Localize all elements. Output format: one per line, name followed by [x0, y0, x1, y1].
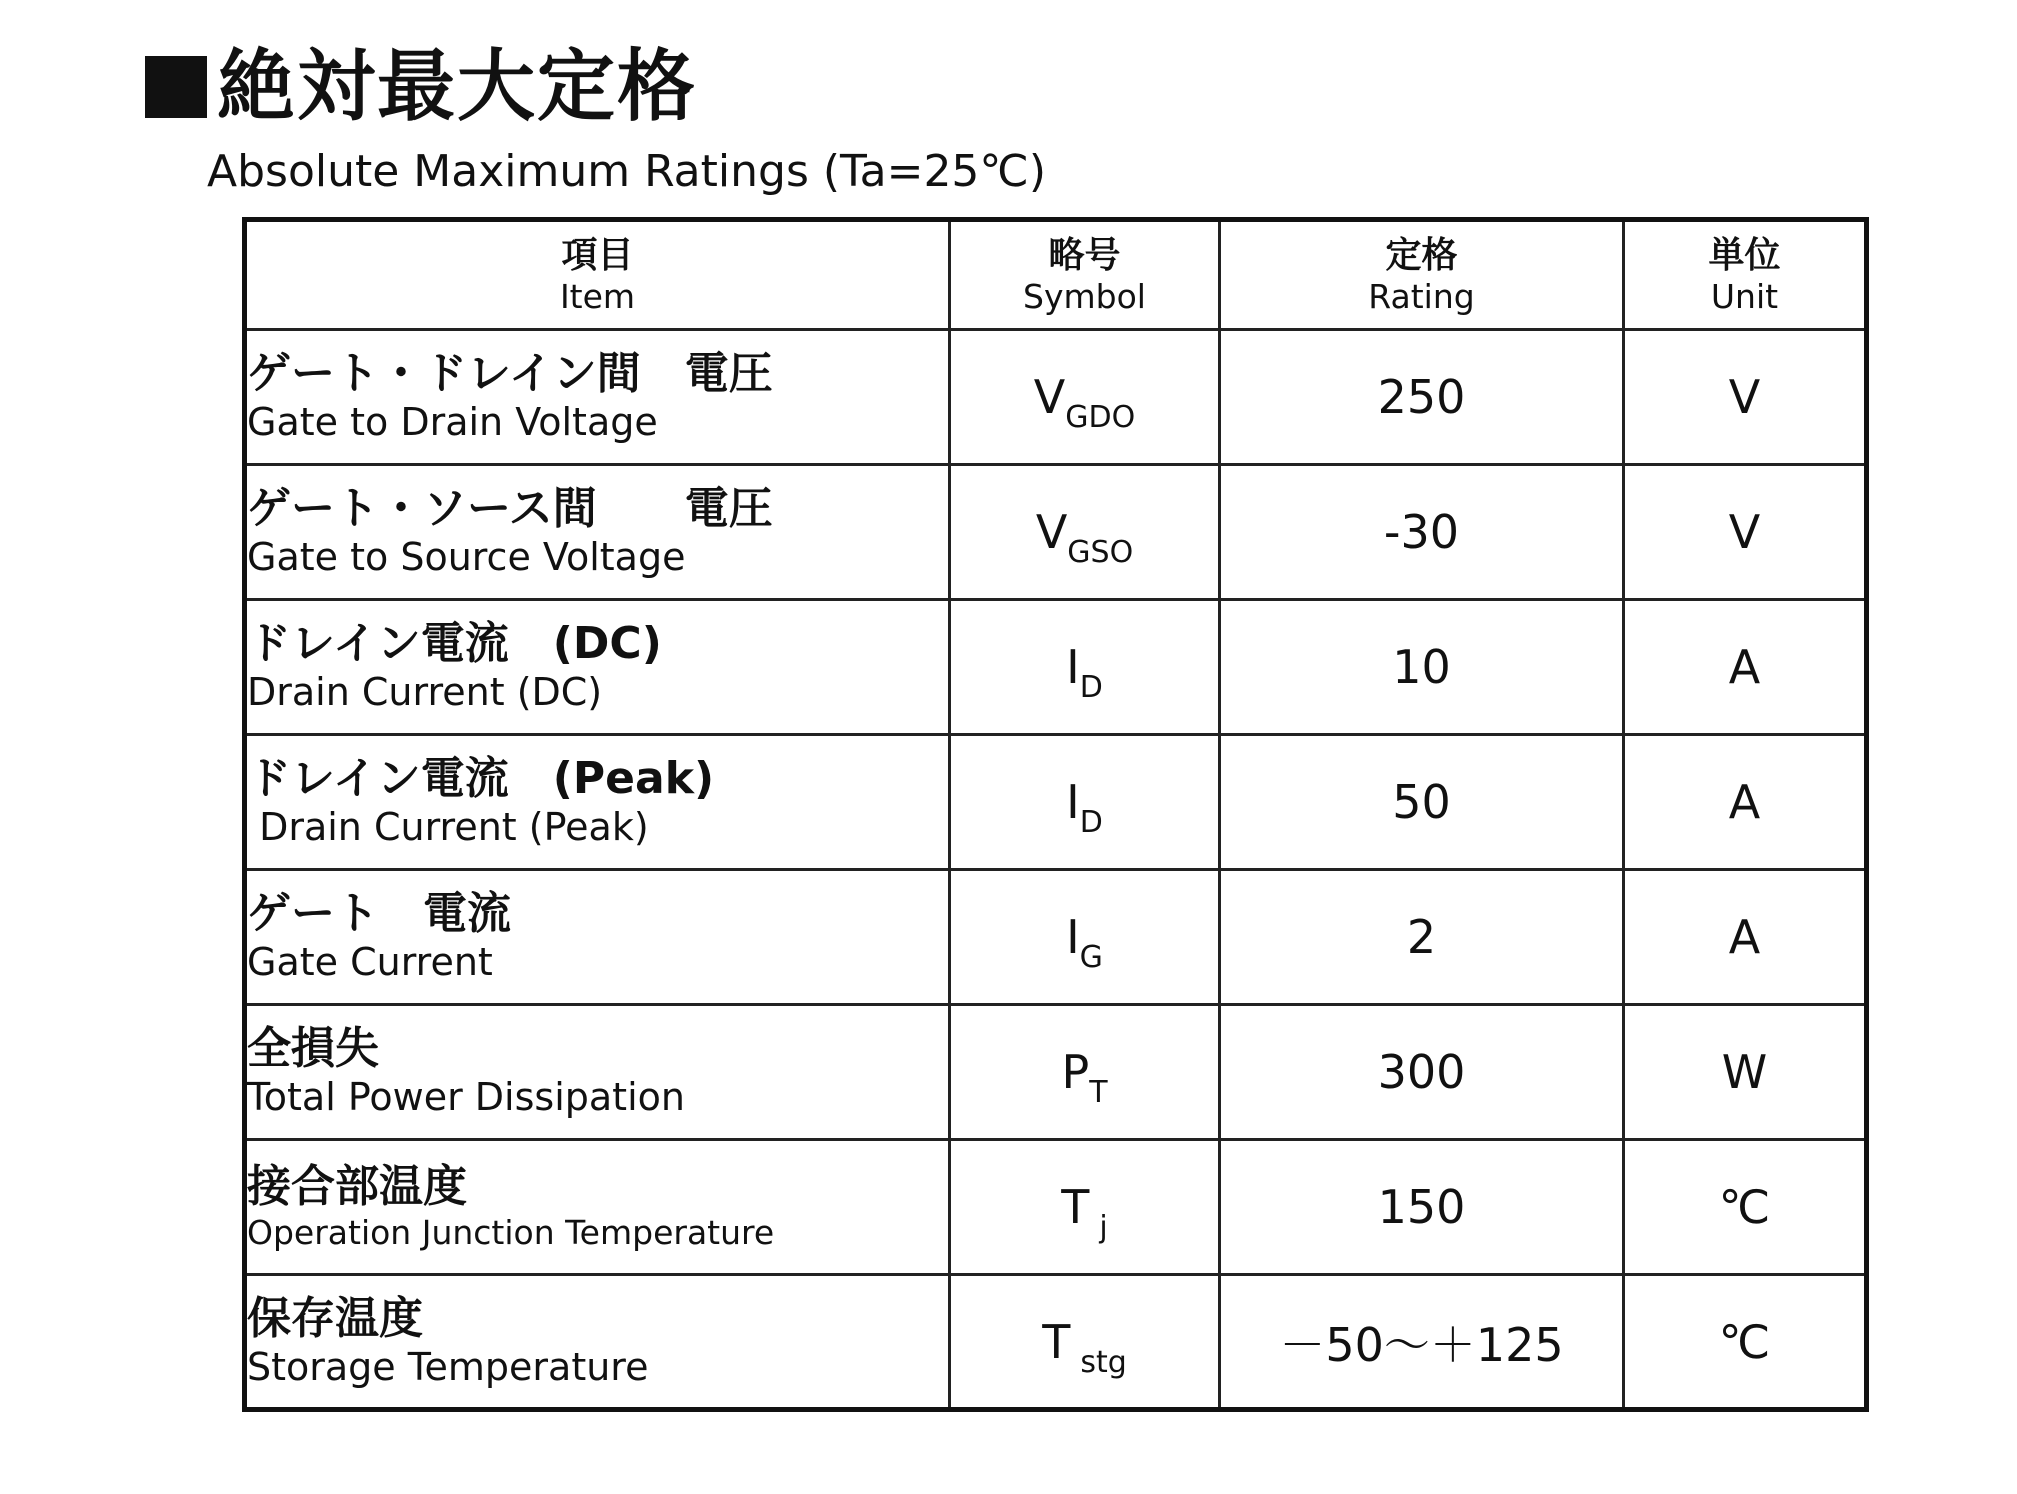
symbol-cell — [950, 735, 1220, 870]
symbol-subscript: GSO — [1067, 535, 1134, 570]
rating-value: 2 — [1220, 870, 1624, 1005]
unit-value: V — [1624, 330, 1867, 465]
table-header-row — [245, 220, 1867, 330]
header-rating — [1220, 220, 1624, 330]
symbol-subscript: j — [1099, 1210, 1108, 1245]
item-cell — [245, 600, 950, 735]
ratings-table — [242, 217, 1869, 1412]
item-name-en: Gate to Drain Voltage — [247, 400, 658, 445]
symbol-main: I — [1066, 910, 1080, 964]
symbol-cell — [950, 1140, 1220, 1275]
item-cell — [245, 465, 950, 600]
section-heading — [145, 42, 698, 132]
rating-value: 150 — [1220, 1140, 1624, 1275]
symbol-cell — [950, 465, 1220, 600]
item-cell — [245, 735, 950, 870]
symbol-main: I — [1066, 640, 1080, 694]
item-name-jp: ドレイン電流 (DC) — [247, 618, 662, 670]
item-name-jp: ゲート・ソース間 電圧 — [247, 483, 773, 535]
symbol-subscript: D — [1079, 805, 1103, 840]
header-unit-jp: 単位 — [1708, 234, 1781, 276]
header-unit-en: Unit — [1710, 276, 1779, 316]
item-name-en: Operation Junction Temperature — [247, 1213, 775, 1253]
header-unit — [1624, 220, 1867, 330]
symbol-cell — [950, 870, 1220, 1005]
table-row — [245, 600, 1867, 735]
item-cell — [245, 870, 950, 1005]
symbol-main: T — [1061, 1180, 1090, 1234]
header-rating-jp: 定格 — [1385, 234, 1458, 276]
rating-value: 300 — [1220, 1005, 1624, 1140]
header-rating-en: Rating — [1368, 276, 1475, 316]
header-symbol-jp: 略号 — [1048, 234, 1121, 276]
symbol-subscript: D — [1079, 670, 1103, 705]
symbol-main: V — [1033, 370, 1066, 424]
item-name-en: Gate to Source Voltage — [247, 535, 686, 580]
table-row — [245, 1275, 1867, 1410]
table-row — [245, 1005, 1867, 1140]
unit-value: ℃ — [1624, 1275, 1867, 1410]
heading-title-jp: 絶対最大定格 — [217, 42, 698, 132]
item-name-jp: ゲート 電流 — [247, 888, 511, 940]
rating-value: -30 — [1220, 465, 1624, 600]
item-name-en: Drain Current (Peak) — [247, 805, 649, 850]
symbol-main: V — [1035, 505, 1068, 559]
item-cell — [245, 1005, 950, 1140]
item-cell — [245, 330, 950, 465]
table-row — [245, 330, 1867, 465]
heading-square-marker — [145, 56, 207, 118]
item-name-en: Total Power Dissipation — [247, 1075, 685, 1120]
symbol-cell — [950, 1275, 1220, 1410]
symbol-main: P — [1061, 1045, 1090, 1099]
symbol-main: I — [1066, 775, 1080, 829]
table-row — [245, 870, 1867, 1005]
header-symbol-en: Symbol — [1023, 276, 1146, 316]
symbol-main: T — [1042, 1314, 1071, 1369]
item-name-en: Gate Current — [247, 940, 493, 985]
item-cell — [245, 1275, 950, 1410]
item-cell — [245, 1140, 950, 1275]
symbol-subscript: GDO — [1065, 400, 1136, 435]
item-name-jp: ドレイン電流 (Peak) — [247, 753, 715, 805]
rating-value: －50～＋125 — [1220, 1275, 1624, 1410]
item-name-jp: 保存温度 — [247, 1292, 423, 1344]
heading-title-en: Absolute Maximum Ratings (Ta=25℃) — [207, 146, 1047, 197]
table-row — [245, 735, 1867, 870]
symbol-cell — [950, 330, 1220, 465]
item-name-en: Storage Temperature — [247, 1344, 649, 1389]
unit-value: ℃ — [1624, 1140, 1867, 1275]
rating-value: 50 — [1220, 735, 1624, 870]
rating-value: 10 — [1220, 600, 1624, 735]
item-name-jp: 全損失 — [247, 1023, 379, 1075]
item-name-en: Drain Current (DC) — [247, 670, 603, 715]
unit-value: W — [1624, 1005, 1867, 1140]
rating-value: 250 — [1220, 330, 1624, 465]
item-name-jp: 接合部温度 — [247, 1161, 467, 1213]
unit-value: A — [1624, 600, 1867, 735]
table-row — [245, 1140, 1867, 1275]
symbol-subscript: T — [1089, 1075, 1108, 1110]
header-symbol — [950, 220, 1220, 330]
header-item — [245, 220, 950, 330]
symbol-subscript: stg — [1080, 1344, 1127, 1380]
unit-value: A — [1624, 735, 1867, 870]
symbol-cell — [950, 1005, 1220, 1140]
unit-value: A — [1624, 870, 1867, 1005]
header-item-jp: 項目 — [561, 234, 634, 276]
table-row — [245, 465, 1867, 600]
item-name-jp: ゲート・ドレイン間 電圧 — [247, 348, 773, 400]
symbol-subscript: G — [1079, 940, 1103, 975]
symbol-cell — [950, 600, 1220, 735]
header-item-en: Item — [559, 276, 636, 316]
unit-value: V — [1624, 465, 1867, 600]
